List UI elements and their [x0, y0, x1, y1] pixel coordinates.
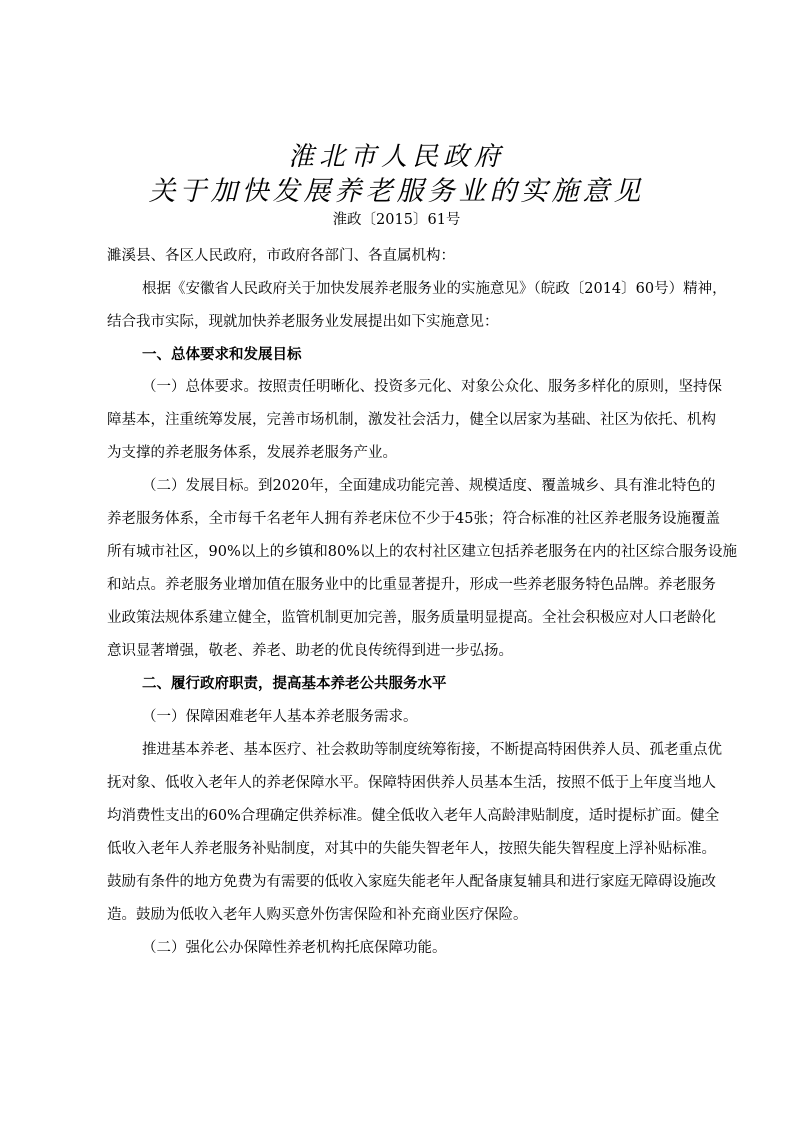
paragraph-line: 所有城市社区，90%以上的乡镇和80%以上的农村社区建立包括养老服务在内的社区综合服务设施	[107, 544, 737, 560]
paragraph-line: 造。鼓励为低收入老年人购买意外伤害保险和补充商业医疗保险。	[107, 907, 528, 923]
paragraph-line: 为支撑的养老服务体系，发展养老服务产业。	[107, 445, 397, 461]
paragraph-line: 根据《安徽省人民政府关于加快发展养老服务业的实施意见》（皖政〔2014〕60号）精神，	[142, 281, 727, 297]
paragraph-line: 结合我市实际，现就加快养老服务业发展提出如下实施意见：	[107, 314, 499, 330]
section-heading: 二、履行政府职责，提高基本养老公共服务水平	[142, 675, 447, 692]
document-title-issuer: 淮北市人民政府	[287, 142, 505, 172]
paragraph-line: 障基本，注重统筹发展，完善市场机制，激发社会活力，健全以居家为基础、社区为依托、机构	[107, 412, 716, 428]
section-heading: 一、总体要求和发展目标	[142, 346, 302, 363]
paragraph-line: 和站点。养老服务业增加值在服务业中的比重显著提升，形成一些养老服务特色品牌。养老服务	[107, 577, 716, 593]
paragraph-line: 意识显著增强，敬老、养老、助老的优良传统得到进一步弘扬。	[107, 643, 513, 659]
paragraph-line: 均消费性支出的60%合理确定供养标准。健全低收入老年人高龄津贴制度，适时提标扩面。健全	[107, 808, 720, 824]
paragraph-line: 低收入老年人养老服务补贴制度，对其中的失能失智老年人，按照失能失智程度上浮补贴标准。	[107, 841, 716, 857]
paragraph-line: 推进基本养老、基本医疗、社会救助等制度统筹衔接，不断提高特困供养人员、孤老重点优	[142, 742, 722, 758]
paragraph-line: 业政策法规体系建立健全，监管机制更加完善，服务质量明显提高。全社会积极应对人口老龄化	[107, 610, 716, 626]
paragraph-line: 抚对象、低收入老年人的养老保障水平。保障特困供养人员基本生活，按照不低于上年度当地人	[107, 775, 716, 791]
paragraph-line: 鼓励有条件的地方免费为有需要的低收入家庭失能老年人配备康复辅具和进行家庭无障碍设施改	[107, 874, 716, 890]
document-number: 淮政〔2015〕61号	[332, 212, 461, 228]
salutation: 濉溪县、各区人民政府，市政府各部门、各直属机构：	[107, 248, 455, 264]
document-title-subject: 关于加快发展养老服务业的实施意见	[148, 176, 645, 207]
paragraph-line: （二）发展目标。到2020年，全面建成功能完善、规模适度、覆盖城乡、具有淮北特色的	[142, 478, 716, 494]
subsection-heading: （一）保障困难老年人基本养老服务需求。	[142, 709, 418, 725]
paragraph-line: （一）总体要求。按照责任明晰化、投资多元化、对象公众化、服务多样化的原则，坚持保	[142, 379, 722, 395]
paragraph-line: 养老服务体系，全市每千名老年人拥有养老床位不少于45张；符合标准的社区养老服务设施覆盖	[107, 511, 720, 527]
subsection-heading: （二）强化公办保障性养老机构托底保障功能。	[142, 940, 447, 956]
